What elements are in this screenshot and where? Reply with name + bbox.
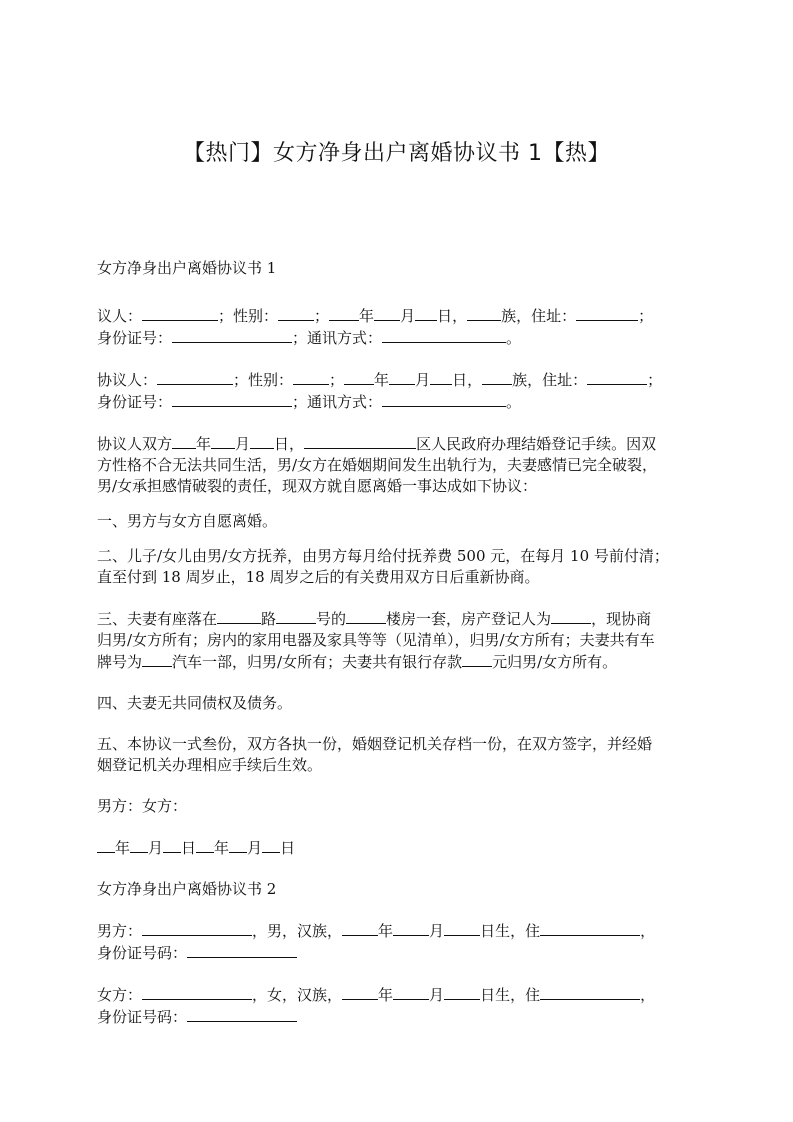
woman-line1: 女方： ，女，汉族， 年 月 日生，住 ，: [97, 986, 656, 1004]
intro-line2: 方性格不合无法共同生活，男/女方在婚姻期间发生出轨行为，夫妻感情已完全破裂，: [97, 456, 658, 474]
clause-2-line1: 二、儿子/女儿由男/女方抚养，由男方每月给付抚养费 500 元，在每月 10 号前付清；: [97, 547, 669, 565]
party2-line1: 协议人： ；性别： ； 年 月 日， 族，住址： ；: [97, 371, 663, 389]
woman-line2: 身份证号码：: [97, 1006, 697, 1028]
clause-4: 四、夫妻无共同债权及债务。: [97, 694, 293, 712]
party2-line2: 身份证号： ；通讯方式： 。: [97, 393, 522, 411]
clause-3-line1: 三、夫妻有座落在 路 号的 楼房一套，房产登记人为 ，现协商: [97, 610, 652, 628]
signature-line: 男方：女方：: [97, 797, 188, 815]
party1-line1: 议人： ；性别： ； 年 月 日， 族，住址： ；: [97, 307, 654, 325]
party1-line2: 身份证号： ；通讯方式： 。: [97, 329, 522, 347]
intro-line3: 男/女承担感情破裂的责任，现双方就自愿离婚一事达成如下协议：: [97, 477, 538, 495]
man-line2: 身份证号码：: [97, 942, 697, 964]
date-line: 年 月 日 年 月 日: [97, 837, 697, 859]
clause-1: 一、男方与女方自愿离婚。: [97, 512, 278, 530]
clause-3-line3: 牌号为 汽车一部，归男/女所有；夫妻共有银行存款 元归男/女方所有。: [97, 653, 618, 671]
clause-2-line2: 直至付到 18 周岁止，18 周岁之后的有关费用双方日后重新协商。: [97, 568, 540, 586]
intro-line1: 协议人双方 年 月 日， 区人民政府办理结婚登记手续。因双: [97, 435, 657, 453]
document-body: [97, 258, 697, 1028]
section-heading-2: 女方净身出户离婚协议书 2: [97, 880, 277, 898]
man-line1: 男方： ，男，汉族， 年 月 日生，住 ，: [97, 922, 656, 940]
clause-3-line2: 归男/女方所有；房内的家用电器及家具等等（见清单），归男/女方所有；夫妻共有车: [97, 631, 655, 649]
page-title: 【热门】女方净身出户离婚协议书 1【热】: [183, 141, 610, 166]
clause-5-line2: 姻登记机关办理相应手续后生效。: [97, 756, 323, 774]
clause-5-line1: 五、本协议一式叁份，双方各执一份，婚姻登记机关存档一份，在双方签字，并经婚: [97, 735, 653, 753]
section-heading-1: 女方净身出户离婚协议书 1: [97, 259, 277, 277]
